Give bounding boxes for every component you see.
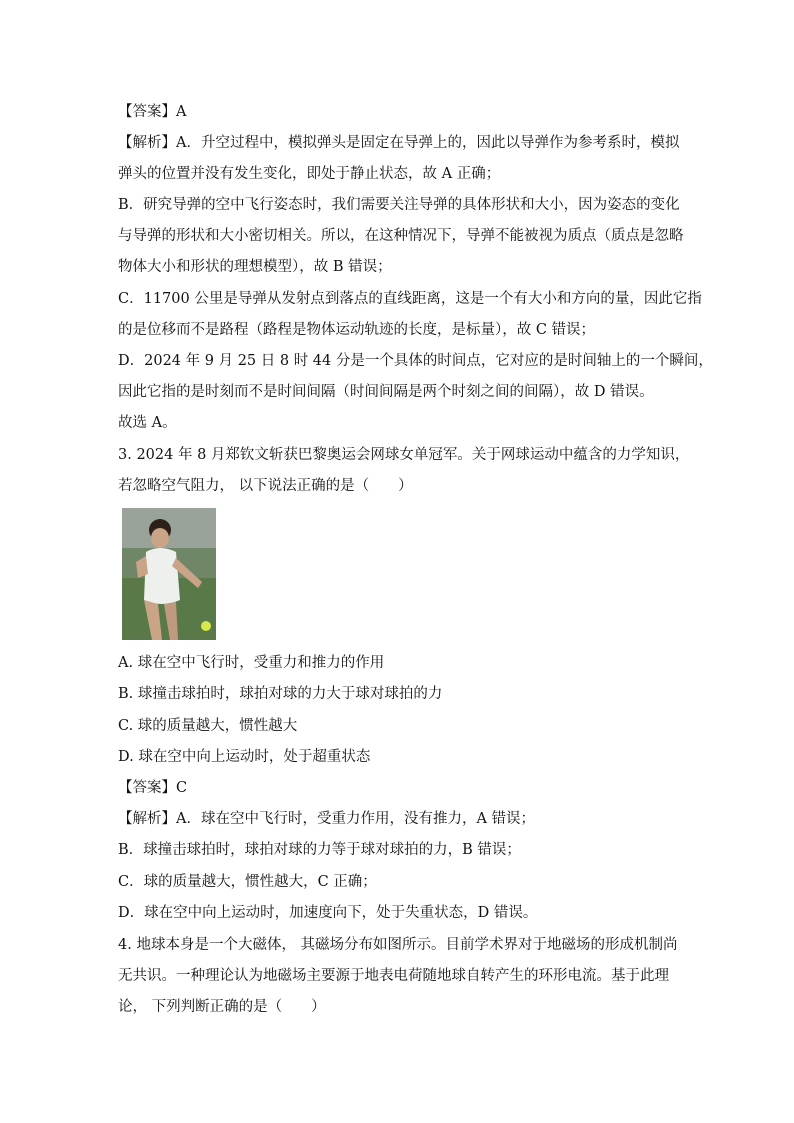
question-4-stem: 4. 地球本身是一个大磁体， 其磁场分布如图所示。目前学术界对于地磁场的形成机制尚 [118,937,678,953]
answer-label-q3: 【答案】C [118,780,188,796]
analysis-line: 弹头的位置并没有发生变化，即处于静止状态，故 A 正确； [118,166,501,182]
option-b: B. 球撞击球拍时，球拍对球的力大于球对球拍的力 [118,686,443,702]
analysis-d-line: 因此它指的是时刻而不是时间间隔（时间间隔是两个时刻之间的间隔），故 D 错误。 [118,384,654,400]
option-a: A. 球在空中飞行时，受重力和推力的作用 [118,655,385,671]
question-4-stem: 论， 下列判断正确的是（ ） [118,999,326,1015]
analysis-c-line: 的是位移而不是路程（路程是物体运动轨迹的长度，是标量），故 C 错误； [118,322,596,338]
answer-label-q2: 【答案】A [118,104,187,120]
final-choice: 故选 A。 [118,415,177,431]
analysis-b-line: 与导弹的形状和大小密切相关。所以，在这种情况下，导弹不能被视为质点（质点是忽略 [118,228,684,244]
q3-analysis-line: C．球的质量越大，惯性越大，C 正确； [118,874,377,890]
option-c: C. 球的质量越大，惯性越大 [118,718,298,734]
q3-analysis-line: D．球在空中向上运动时，加速度向下，处于失重状态，D 错误。 [118,905,538,921]
analysis-d-line: D．2024 年 9 月 25 日 8 时 44 分是一个具体的时间点，它对应的是时间轴上的一个瞬间， [118,353,713,369]
option-d: D. 球在空中向上运动时，处于超重状态 [118,749,371,765]
question-3-stem: 若忽略空气阻力， 以下说法正确的是（ ） [118,478,413,494]
question-3-stem: 3. 2024 年 8 月郑钦文斩获巴黎奥运会网球女单冠军。关于网球运动中蕴含的力学知识， [118,447,690,463]
tennis-player-photo [122,508,216,640]
q3-analysis-line: 【解析】A．球在空中飞行时，受重力作用，没有推力，A 错误； [118,811,536,827]
q3-analysis-line: B．球撞击球拍时，球拍对球的力等于球对球拍的力，B 错误； [118,842,521,858]
analysis-line: 【解析】A．升空过程中，模拟弹头是固定在导弹上的，因此以导弹作为参考系时，模拟 [118,135,680,151]
analysis-b-line: 物体大小和形状的理想模型），故 B 错误； [118,259,392,275]
analysis-b-line: B．研究导弹的空中飞行姿态时，我们需要关注导弹的具体形状和大小，因为姿态的变化 [118,197,680,213]
question-4-stem: 无共识。一种理论认为地磁场主要源于地表电荷随地球自转产生的环形电流。基于此理 [118,968,669,984]
analysis-c-line: C．11700 公里是导弹从发射点到落点的直线距离，这是一个有大小和方向的量，因此它指 [118,291,702,307]
